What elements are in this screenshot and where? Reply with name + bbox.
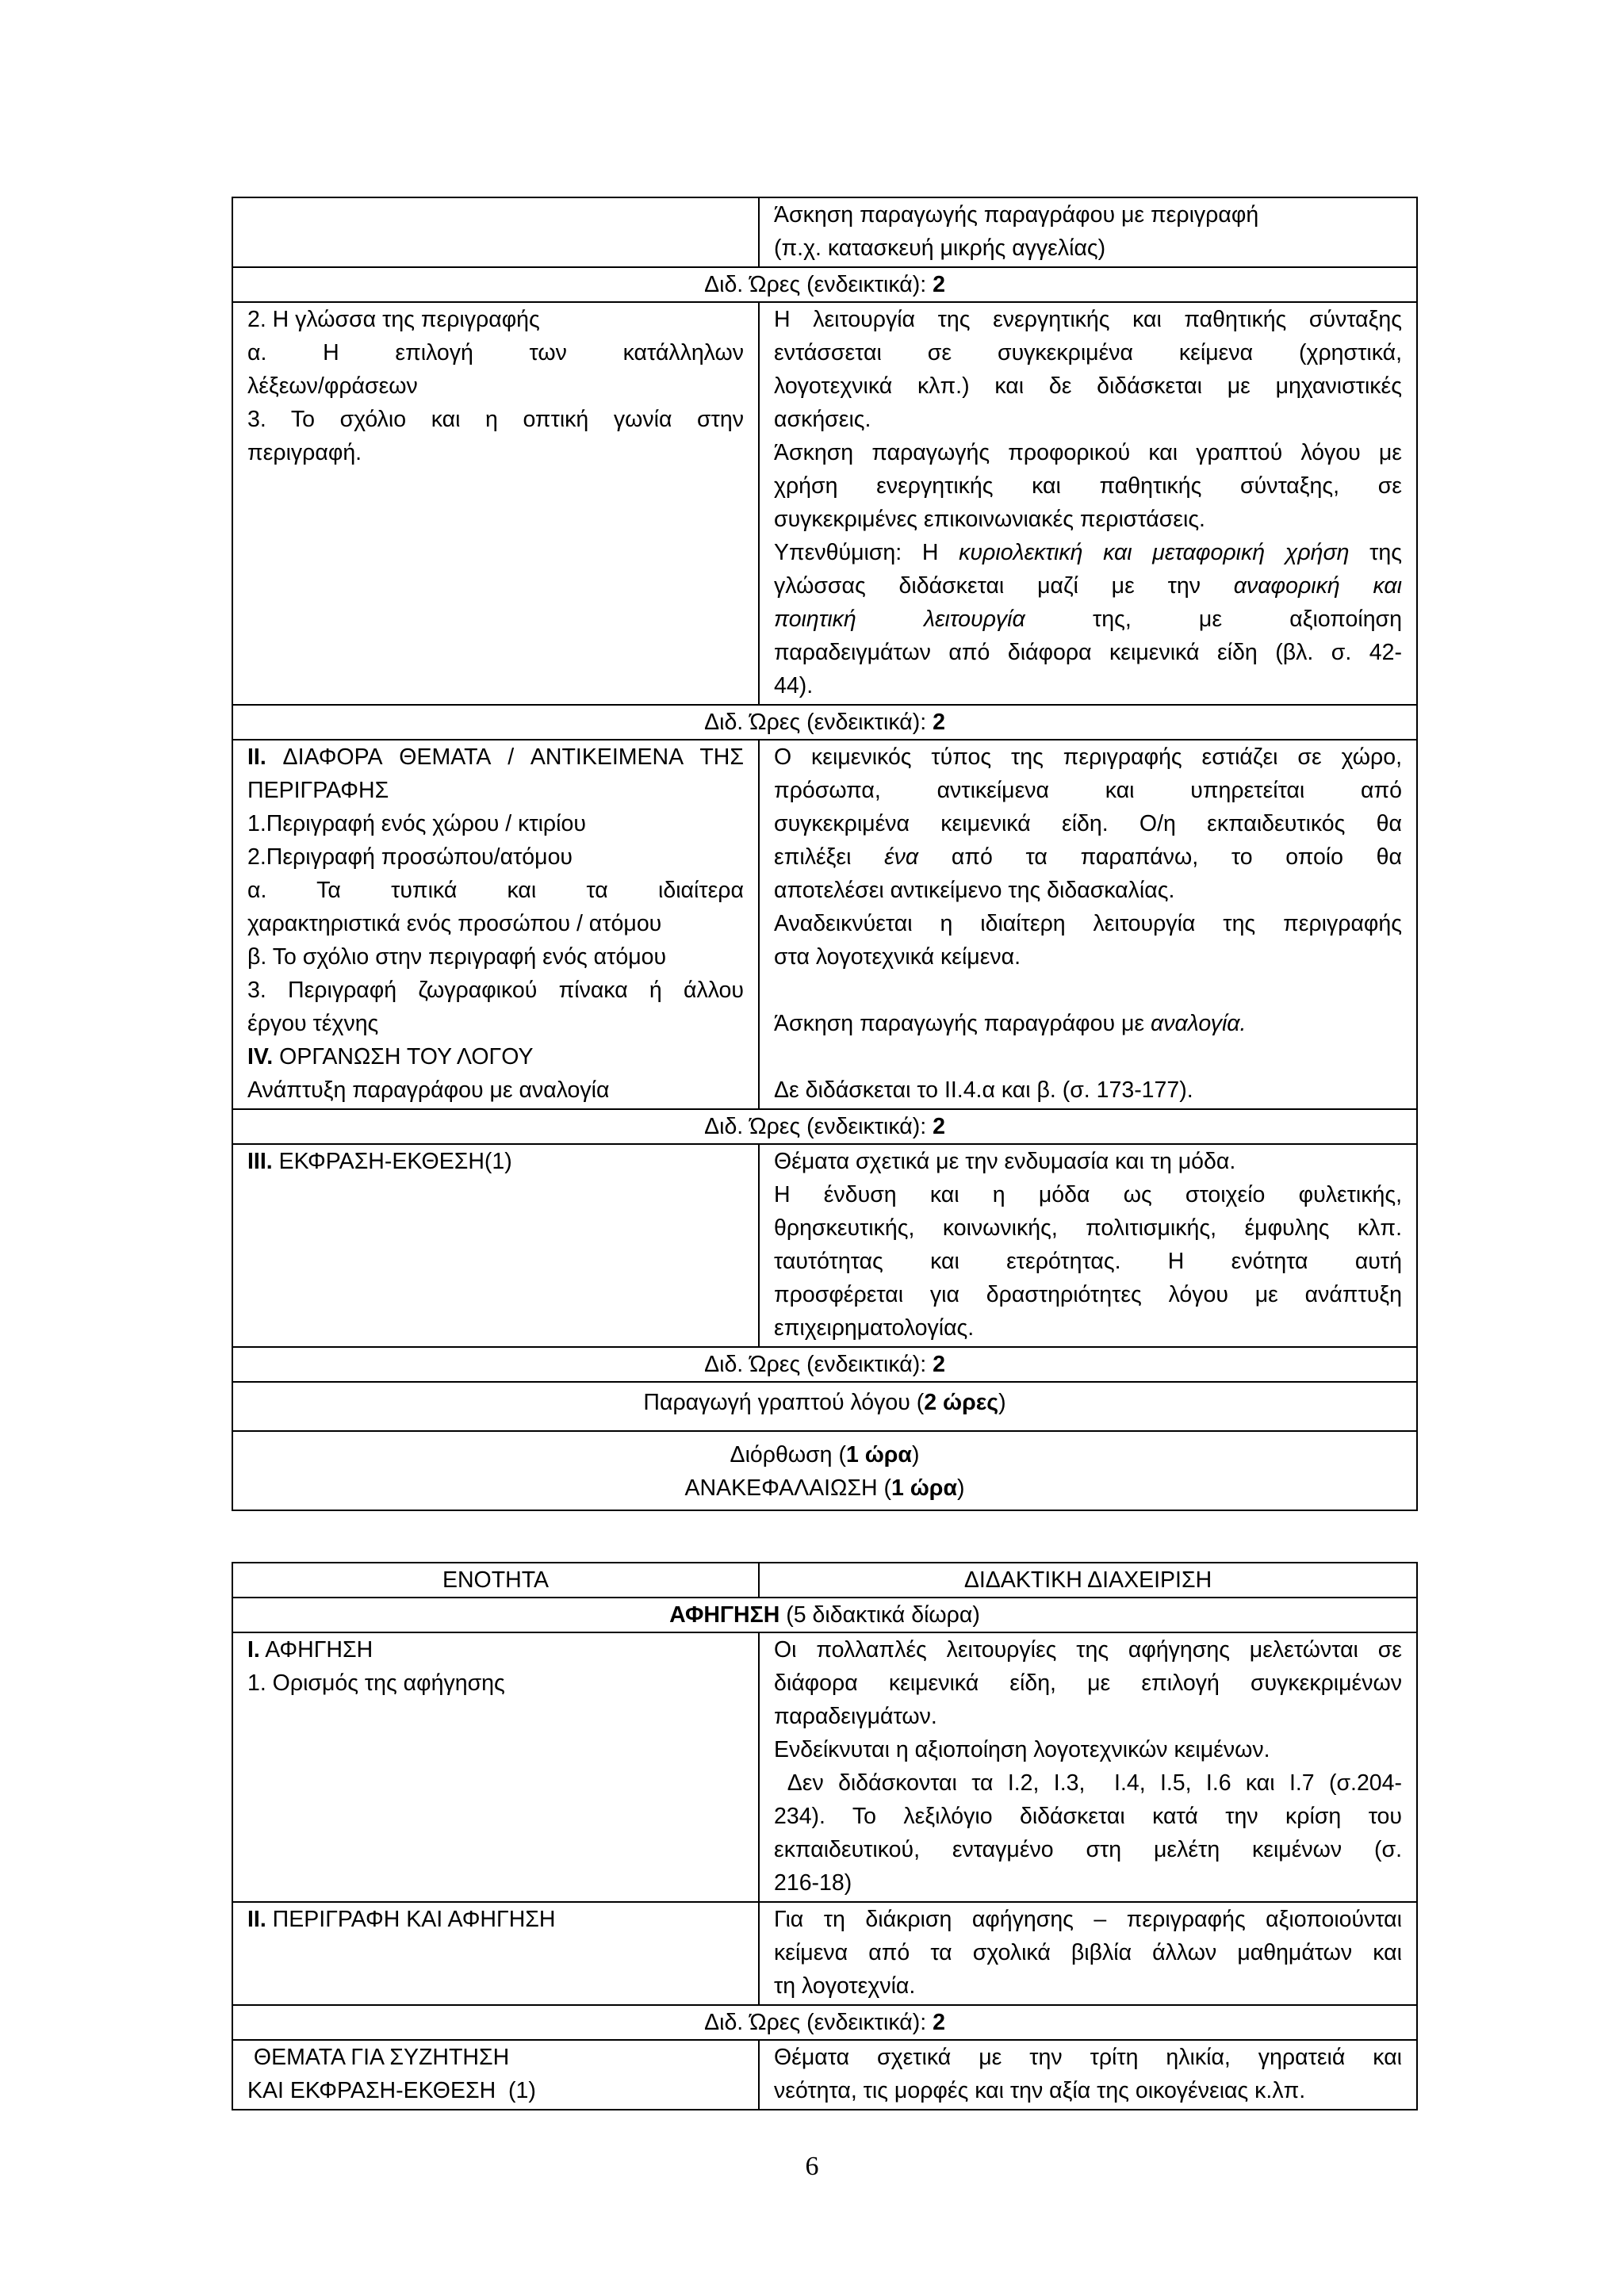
table-cell-topic: Ι. ΑΦΗΓΗΣΗ 1. Ορισμός της αφήγησης: [232, 1632, 759, 1902]
table-row: [232, 197, 1417, 267]
table-header-row: [232, 1563, 1417, 1598]
hours-cell: Διδ. Ώρες (ενδεικτικά): 2: [232, 705, 1417, 740]
hours-cell: Διδ. Ώρες (ενδεικτικά): 2: [232, 267, 1417, 302]
table-cell-guidance: Θέματα σχετικά με την ενδυμασία και τη μόδα. Η ένδυση και η μόδα ως στοιχείο φυλετικής, θρησκευτικής, κοινωνικής, πολιτισμικής, έμφυλης κλπ. ταυτότητας και ετερότητας. Η ενότητα αυτή προσφέρεται για δραστηριότητες λόγου με ανάπτυξη επιχειρηματολογίας.: [759, 1144, 1417, 1347]
table-row: [232, 1902, 1417, 2005]
narration-table: [232, 1562, 1418, 2110]
table-row: [232, 740, 1417, 1109]
table-row: [232, 2040, 1417, 2110]
table-row: [232, 1632, 1417, 1902]
table-cell-guidance: Οι πολλαπλές λειτουργίες της αφήγησης μελετώνται σε διάφορα κειμενικά είδη, με επιλογή συγκεκριμένων παραδειγμάτων. Ενδείκνυται η αξιοποίηση λογοτεχνικών κειμένων. Δεν διδάσκονται τα Ι.2, Ι.3, Ι.4, Ι.5, Ι.6 και Ι.7 (σ.204- 234). Το λεξιλόγιο διδάσκεται κατά την κρίση του εκπαιδευτικού, ενταγμένο στη μελέτη κειμένων (σ. 216-18): [759, 1632, 1417, 1902]
description-table: [232, 197, 1418, 1511]
hours-row: [232, 2005, 1417, 2040]
table-cell-topic: ΙΙ. ΔΙΑΦΟΡΑ ΘΕΜΑΤΑ / ΑΝΤΙΚΕΙΜΕΝΑ ΤΗΣ ΠΕΡΙΓΡΑΦΗΣ 1.Περιγραφή ενός χώρου / κτιρίου 2.Περιγραφή προσώπου/ατόμου α. Τα τυπικά και τα ιδιαίτερα χαρακτηριστικά ενός προσώπου / ατόμου β. Το σχόλιο στην περιγραφή ενός ατόμου 3. Περιγραφή ζωγραφικού πίνακα ή άλλου έργου τέχνης ΙV. ΟΡΓΑΝΩΣΗ ΤΟΥ ΛΟΓΟΥ Ανάπτυξη παραγράφου με αναλογία: [232, 740, 759, 1109]
table-cell-topic: 2. Η γλώσσα της περιγραφής α. Η επιλογή των κατάλληλων λέξεων/φράσεων 3. Το σχόλιο και η οπτική γωνία στην περιγραφή.: [232, 302, 759, 705]
hours-row: [232, 1347, 1417, 1382]
section-row: [232, 1598, 1417, 1632]
correction-row: [232, 1431, 1417, 1510]
table-cell-topic: ΙΙ. ΠΕΡΙΓΡΑΦΗ ΚΑΙ ΑΦΗΓΗΣΗ: [232, 1902, 759, 2005]
table-row: [232, 302, 1417, 705]
column-header: ΕΝΟΤΗΤΑ: [232, 1563, 759, 1598]
written-production-cell: Παραγωγή γραπτού λόγου (2 ώρες): [232, 1382, 1417, 1431]
table-cell-guidance: Η λειτουργία της ενεργητικής και παθητικής σύνταξης εντάσσεται σε συγκεκριμένα κείμενα (χρηστικά, λογοτεχνικά κλπ.) και δε διδάσκεται με μηχανιστικές ασκήσεις. Άσκηση παραγωγής προφορικού και γραπτού λόγου με χρήση ενεργητικής και παθητικής σύνταξης, σε συγκεκριμένες επικοινωνιακές περιστάσεις. Υπενθύμιση: Η κυριολεκτική και μεταφορική χρήση της γλώσσας διδάσκεται μαζί με την αναφορική και ποιητική λειτουργία της, με αξιοποίηση παραδειγμάτων από διάφορα κειμενικά είδη (βλ. σ. 42- 44).: [759, 302, 1417, 705]
table-cell-guidance: Θέματα σχετικά με την τρίτη ηλικία, γηρατειά και νεότητα, τις μορφές και την αξία της οικογένειας κ.λπ.: [759, 2040, 1417, 2110]
table-cell: Άσκηση παραγωγής παραγράφου με περιγραφή (π.χ. κατασκευή μικρής αγγελίας): [759, 197, 1417, 267]
column-header: ΔΙΔΑΚΤΙΚΗ ΔΙΑΧΕΙΡΙΣΗ: [759, 1563, 1417, 1598]
hours-row: [232, 705, 1417, 740]
hours-row: [232, 267, 1417, 302]
table-cell-guidance: Για τη διάκριση αφήγησης – περιγραφής αξιοποιούνται κείμενα από τα σχολικά βιβλία άλλων μαθημάτων και τη λογοτεχνία.: [759, 1902, 1417, 2005]
table-cell-guidance: Ο κειμενικός τύπος της περιγραφής εστιάζει σε χώρο, πρόσωπα, αντικείμενα και υπηρετείται από συγκεκριμένα κειμενικά είδη. Ο/η εκπαιδευτικός θα επιλέξει ένα από τα παραπάνω, το οποίο θα αποτελέσει αντικείμενο της διδασκαλίας. Αναδεικνύεται η ιδιαίτερη λειτουργία της περιγραφής στα λογοτεχνικά κείμενα. Άσκηση παραγωγής παραγράφου με αναλογία. Δε διδάσκεται το ΙΙ.4.α και β. (σ. 173-177).: [759, 740, 1417, 1109]
table-cell-empty: [232, 197, 759, 267]
table-cell-topic: ΘΕΜΑΤΑ ΓΙΑ ΣΥΖΗΤΗΣΗ ΚΑΙ ΕΚΦΡΑΣΗ-ΕΚΘΕΣΗ (1): [232, 2040, 759, 2110]
hours-cell: Διδ. Ώρες (ενδεικτικά): 2: [232, 1347, 1417, 1382]
section-title: ΑΦΗΓΗΣΗ (5 διδακτικά δίωρα): [232, 1598, 1417, 1632]
page-number: 6: [805, 2152, 819, 2181]
hours-row: [232, 1109, 1417, 1144]
hours-cell: Διδ. Ώρες (ενδεικτικά): 2: [232, 1109, 1417, 1144]
table-cell-topic: ΙΙΙ. ΕΚΦΡΑΣΗ-ΕΚΘΕΣΗ(1): [232, 1144, 759, 1347]
hours-cell: Διδ. Ώρες (ενδεικτικά): 2: [232, 2005, 1417, 2040]
table-row: [232, 1144, 1417, 1347]
written-production-row: [232, 1382, 1417, 1431]
correction-cell: Διόρθωση (1 ώρα) ΑΝΑΚΕΦΑΛΑΙΩΣΗ (1 ώρα): [232, 1431, 1417, 1510]
